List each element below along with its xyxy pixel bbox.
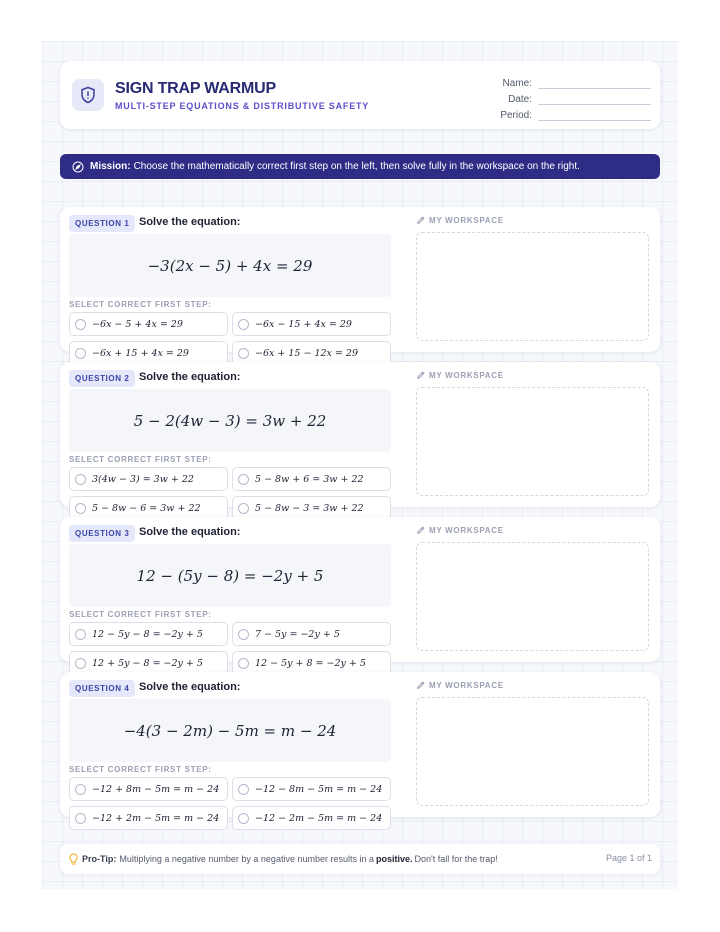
pencil-icon	[416, 215, 426, 225]
pencil-icon	[416, 680, 426, 690]
choice-option[interactable]	[232, 806, 391, 830]
workspace-area[interactable]	[416, 697, 649, 806]
question-prompt: Solve the equation:	[139, 216, 241, 228]
name-line[interactable]	[538, 76, 651, 89]
page-number: Page 1 of 1	[605, 853, 652, 863]
choice-option[interactable]	[69, 622, 228, 646]
equation-display: −3(2x − 5) + 4x = 29	[69, 234, 391, 297]
radio-button[interactable]	[75, 503, 86, 514]
period-line[interactable]	[538, 108, 651, 121]
choice-text: 5 − 8w − 3 = 3w + 22	[255, 502, 364, 514]
choice-text: −6x − 15 + 4x = 29	[255, 318, 352, 330]
radio-button[interactable]	[75, 348, 86, 359]
choice-text: −12 − 8m − 5m = m − 24	[255, 783, 383, 795]
date-line[interactable]	[538, 92, 651, 105]
equation-display: 12 − (5y − 8) = −2y + 5	[69, 544, 391, 607]
date-label: Date:	[508, 94, 532, 105]
choice-option[interactable]	[69, 312, 228, 336]
pencil-icon	[416, 370, 426, 380]
choice-text: 5 − 8w − 6 = 3w + 22	[92, 502, 201, 514]
choice-text: −6x − 5 + 4x = 29	[92, 318, 183, 330]
tip-text-after: Don't fall for the trap!	[414, 854, 498, 864]
pro-tip-footer	[60, 844, 660, 874]
choice-heading: SELECT CORRECT FIRST STEP:	[69, 455, 212, 464]
choice-heading: SELECT CORRECT FIRST STEP:	[69, 610, 212, 619]
choice-option[interactable]	[232, 467, 391, 491]
worksheet-page	[42, 41, 678, 889]
workspace-area[interactable]	[416, 232, 649, 341]
student-info-fields	[456, 73, 651, 121]
tip-text-before: Multiplying a negative number by a negative number results in a	[119, 854, 374, 864]
question-prompt: Solve the equation:	[139, 526, 241, 538]
name-field[interactable]	[456, 73, 651, 89]
workspace-label	[416, 525, 504, 535]
radio-button[interactable]	[238, 813, 249, 824]
choice-option[interactable]	[69, 806, 228, 830]
question-badge: QUESTION 3	[69, 525, 135, 542]
page-subtitle: MULTI-STEP EQUATIONS & DISTRIBUTIVE SAFETY	[115, 101, 370, 111]
choice-text: 12 − 5y − 8 = −2y + 5	[92, 628, 203, 640]
workspace-area[interactable]	[416, 542, 649, 651]
question-badge: QUESTION 4	[69, 680, 135, 697]
radio-button[interactable]	[238, 348, 249, 359]
choice-option[interactable]	[69, 467, 228, 491]
question-prompt: Solve the equation:	[139, 681, 241, 693]
workspace-label-text: MY WORKSPACE	[429, 370, 504, 380]
choice-text: −12 − 2m − 5m = m − 24	[255, 812, 383, 824]
workspace-label	[416, 370, 504, 380]
workspace-label-text: MY WORKSPACE	[429, 525, 504, 535]
radio-button[interactable]	[238, 629, 249, 640]
radio-button[interactable]	[238, 658, 249, 669]
choice-text: 12 + 5y − 8 = −2y + 5	[92, 657, 203, 669]
pencil-icon	[416, 525, 426, 535]
radio-button[interactable]	[238, 474, 249, 485]
choice-text: −12 + 2m − 5m = m − 24	[92, 812, 220, 824]
radio-button[interactable]	[238, 503, 249, 514]
lightbulb-icon	[68, 853, 79, 866]
choice-option[interactable]	[232, 777, 391, 801]
choice-heading: SELECT CORRECT FIRST STEP:	[69, 765, 212, 774]
workspace-label	[416, 215, 504, 225]
period-label: Period:	[500, 110, 532, 121]
radio-button[interactable]	[75, 784, 86, 795]
mission-text: Choose the mathematically correct first step on the left, then solve fully in the workspace on the right.	[133, 161, 580, 172]
radio-button[interactable]	[75, 319, 86, 330]
question-card-1	[60, 207, 660, 359]
choice-text: −6x + 15 − 12x = 29	[255, 347, 358, 359]
choice-option[interactable]	[232, 312, 391, 336]
choice-text: 12 − 5y + 8 = −2y + 5	[255, 657, 366, 669]
equation-display: −4(3 − 2m) − 5m = m − 24	[69, 699, 391, 762]
choice-text: −12 + 8m − 5m = m − 24	[92, 783, 220, 795]
equation-display: 5 − 2(4w − 3) = 3w + 22	[69, 389, 391, 452]
choice-text: 7 − 5y = −2y + 5	[255, 628, 340, 640]
radio-button[interactable]	[75, 474, 86, 485]
worksheet-header	[60, 61, 660, 129]
name-label: Name:	[502, 78, 532, 89]
radio-button[interactable]	[75, 629, 86, 640]
tip-label: Pro-Tip:	[82, 854, 117, 864]
workspace-label-text: MY WORKSPACE	[429, 680, 504, 690]
workspace-area[interactable]	[416, 387, 649, 496]
choice-text: −6x + 15 + 4x = 29	[92, 347, 189, 359]
radio-button[interactable]	[238, 319, 249, 330]
shield-alert-icon	[72, 79, 104, 111]
question-card-4	[60, 672, 660, 824]
question-card-2	[60, 362, 660, 514]
question-card-3	[60, 517, 660, 669]
compass-icon	[72, 161, 84, 173]
mission-label: Mission:	[90, 161, 131, 172]
radio-button[interactable]	[238, 784, 249, 795]
choice-heading: SELECT CORRECT FIRST STEP:	[69, 300, 212, 309]
radio-button[interactable]	[75, 813, 86, 824]
workspace-label	[416, 680, 504, 690]
question-badge: QUESTION 1	[69, 215, 135, 232]
tip-text-bold: positive.	[376, 854, 413, 864]
question-prompt: Solve the equation:	[139, 371, 241, 383]
choice-text: 3(4w − 3) = 3w + 22	[92, 473, 194, 485]
workspace-label-text: MY WORKSPACE	[429, 215, 504, 225]
mission-banner	[60, 154, 660, 179]
period-field[interactable]	[456, 105, 651, 121]
choice-text: 5 − 8w + 6 = 3w + 22	[255, 473, 364, 485]
page-title: SIGN TRAP WARMUP	[115, 80, 276, 97]
question-badge: QUESTION 2	[69, 370, 135, 387]
choice-option[interactable]	[69, 777, 228, 801]
radio-button[interactable]	[75, 658, 86, 669]
choice-option[interactable]	[232, 622, 391, 646]
date-field[interactable]	[456, 89, 651, 105]
